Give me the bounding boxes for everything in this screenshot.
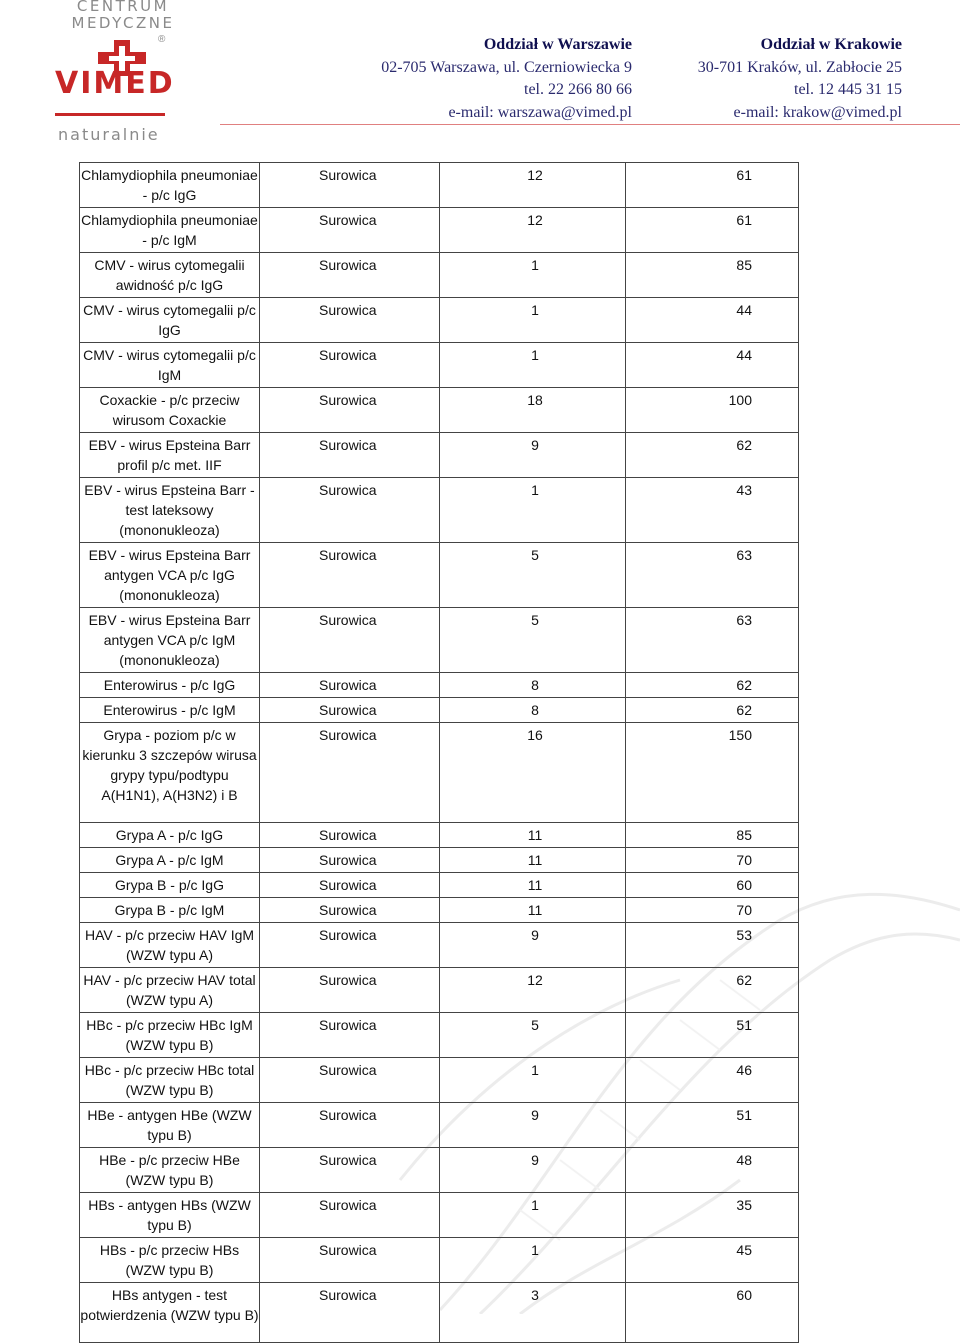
- material-cell: Surowica: [260, 1283, 440, 1343]
- branch-name: Oddział w Krakowie: [760, 36, 902, 53]
- days-cell: 16: [440, 723, 626, 823]
- table-row: [80, 1193, 799, 1238]
- test-name-cell: HBs antygen - test potwierdzenia (WZW typu B): [80, 1283, 260, 1343]
- table-row: [80, 298, 799, 343]
- days-cell: 11: [440, 898, 626, 923]
- table-row: [80, 208, 799, 253]
- days-cell: 1: [440, 343, 626, 388]
- test-name-cell: CMV - wirus cytomegalii p/c IgM: [80, 343, 260, 388]
- price-value: 62: [736, 702, 752, 718]
- material-cell: Surowica: [260, 253, 440, 298]
- table-row: [80, 673, 799, 698]
- branch-krakow: [698, 34, 902, 124]
- vimed-logo: [30, 0, 200, 160]
- price-value: 61: [736, 212, 752, 228]
- days-cell: 1: [440, 1058, 626, 1103]
- price-cell: [626, 873, 799, 898]
- table-row: [80, 1238, 799, 1283]
- branch-phone: tel. 22 266 80 66: [524, 81, 632, 98]
- material-cell: Surowica: [260, 343, 440, 388]
- price-cell: [626, 1238, 799, 1283]
- table-row: [80, 698, 799, 723]
- material-cell: Surowica: [260, 433, 440, 478]
- days-cell: 12: [440, 968, 626, 1013]
- test-name-cell: HBe - p/c przeciw HBe (WZW typu B): [80, 1148, 260, 1193]
- table-row: [80, 433, 799, 478]
- test-name-cell: Grypa B - p/c IgM: [80, 898, 260, 923]
- days-cell: 8: [440, 698, 626, 723]
- price-value: 62: [736, 437, 752, 453]
- price-cell: [626, 1193, 799, 1238]
- logo-tagline: naturalnie: [58, 125, 160, 144]
- material-cell: Surowica: [260, 823, 440, 848]
- test-name-cell: EBV - wirus Epsteina Barr profil p/c met. IIF: [80, 433, 260, 478]
- test-name-cell: EBV - wirus Epsteina Barr antygen VCA p/c IgG (mononukleoza): [80, 543, 260, 608]
- price-cell: [626, 1148, 799, 1193]
- price-value: 44: [736, 347, 752, 363]
- price-cell: [626, 1103, 799, 1148]
- table-row: [80, 1148, 799, 1193]
- price-value: 63: [736, 612, 752, 628]
- test-name-cell: HBs - p/c przeciw HBs (WZW typu B): [80, 1238, 260, 1283]
- price-value: 60: [736, 877, 752, 893]
- material-cell: Surowica: [260, 968, 440, 1013]
- test-name-cell: Chlamydiophila pneumoniae - p/c IgG: [80, 163, 260, 208]
- test-name-cell: Grypa A - p/c IgM: [80, 848, 260, 873]
- material-cell: Surowica: [260, 1193, 440, 1238]
- test-name-cell: HAV - p/c przeciw HAV total (WZW typu A): [80, 968, 260, 1013]
- days-cell: 9: [440, 1103, 626, 1148]
- table-row: [80, 608, 799, 673]
- price-cell: [626, 968, 799, 1013]
- registered-mark: ®: [158, 34, 166, 45]
- material-cell: Surowica: [260, 1103, 440, 1148]
- price-cell: [626, 298, 799, 343]
- material-cell: Surowica: [260, 388, 440, 433]
- branch-name: Oddział w Warszawie: [483, 36, 632, 53]
- test-name-cell: CMV - wirus cytomegalii p/c IgG: [80, 298, 260, 343]
- days-cell: 1: [440, 1238, 626, 1283]
- days-cell: 8: [440, 673, 626, 698]
- days-cell: 1: [440, 253, 626, 298]
- material-cell: Surowica: [260, 923, 440, 968]
- logo-brand: VIMED: [55, 66, 175, 101]
- table-row: [80, 343, 799, 388]
- price-value: 61: [736, 167, 752, 183]
- days-cell: 1: [440, 478, 626, 543]
- table-row: [80, 723, 799, 823]
- days-cell: 11: [440, 823, 626, 848]
- price-value: 51: [736, 1107, 752, 1123]
- material-cell: Surowica: [260, 873, 440, 898]
- price-value: 60: [736, 1287, 752, 1303]
- price-value: 62: [736, 972, 752, 988]
- material-cell: Surowica: [260, 898, 440, 923]
- branch-phone: tel. 12 445 31 15: [794, 81, 902, 98]
- days-cell: 12: [440, 208, 626, 253]
- price-cell: [626, 253, 799, 298]
- price-cell: [626, 823, 799, 848]
- branch-address: 30-701 Kraków, ul. Zabłocie 25: [697, 58, 902, 76]
- price-value: 63: [736, 547, 752, 563]
- table-row: [80, 163, 799, 208]
- test-name-cell: HBs - antygen HBs (WZW typu B): [80, 1193, 260, 1238]
- material-cell: Surowica: [260, 848, 440, 873]
- branch-email[interactable]: e-mail: krakow@vimed.pl: [733, 103, 902, 121]
- table-row: [80, 823, 799, 848]
- material-cell: Surowica: [260, 478, 440, 543]
- price-cell: [626, 478, 799, 543]
- test-name-cell: EBV - wirus Epsteina Barr antygen VCA p/c IgM (mononukleoza): [80, 608, 260, 673]
- days-cell: 9: [440, 433, 626, 478]
- test-name-cell: HBe - antygen HBe (WZW typu B): [80, 1103, 260, 1148]
- test-name-cell: Grypa B - p/c IgG: [80, 873, 260, 898]
- table-row: [80, 253, 799, 298]
- material-cell: Surowica: [260, 673, 440, 698]
- table-row: [80, 1283, 799, 1343]
- price-table: [79, 162, 799, 1343]
- price-cell: [626, 1283, 799, 1343]
- material-cell: Surowica: [260, 1013, 440, 1058]
- table-row: [80, 1013, 799, 1058]
- material-cell: Surowica: [260, 1058, 440, 1103]
- days-cell: 1: [440, 1193, 626, 1238]
- table-row: [80, 968, 799, 1013]
- price-cell: [626, 1013, 799, 1058]
- price-cell: [626, 433, 799, 478]
- header-divider: [220, 124, 960, 125]
- branch-address: 02-705 Warszawa, ul. Czerniowiecka 9: [381, 58, 632, 76]
- price-value: 85: [736, 827, 752, 843]
- price-value: 53: [736, 927, 752, 943]
- price-cell: [626, 923, 799, 968]
- days-cell: 9: [440, 1148, 626, 1193]
- price-cell: [626, 608, 799, 673]
- days-cell: 18: [440, 388, 626, 433]
- price-value: 44: [736, 302, 752, 318]
- days-cell: 11: [440, 873, 626, 898]
- price-cell: [626, 208, 799, 253]
- days-cell: 12: [440, 163, 626, 208]
- price-value: 45: [736, 1242, 752, 1258]
- price-cell: [626, 163, 799, 208]
- days-cell: 3: [440, 1283, 626, 1343]
- material-cell: Surowica: [260, 208, 440, 253]
- price-cell: [626, 723, 799, 823]
- test-name-cell: HAV - p/c przeciw HAV IgM (WZW typu A): [80, 923, 260, 968]
- price-value: 70: [736, 852, 752, 868]
- price-value: 43: [736, 482, 752, 498]
- test-name-cell: Grypa - poziom p/c w kierunku 3 szczepów wirusa grypy typu/podtypu A(H1N1), A(H3N2) i B: [80, 723, 260, 823]
- days-cell: 9: [440, 923, 626, 968]
- table-row: [80, 1058, 799, 1103]
- material-cell: Surowica: [260, 1238, 440, 1283]
- table-row: [80, 478, 799, 543]
- table-row: [80, 1103, 799, 1148]
- material-cell: Surowica: [260, 163, 440, 208]
- days-cell: 5: [440, 608, 626, 673]
- test-name-cell: Grypa A - p/c IgG: [80, 823, 260, 848]
- test-name-cell: Chlamydiophila pneumoniae - p/c IgM: [80, 208, 260, 253]
- table-row: [80, 543, 799, 608]
- price-value: 150: [728, 727, 752, 743]
- days-cell: 11: [440, 848, 626, 873]
- price-cell: [626, 673, 799, 698]
- test-name-cell: CMV - wirus cytomegalii awidność p/c IgG: [80, 253, 260, 298]
- days-cell: 5: [440, 543, 626, 608]
- price-cell: [626, 698, 799, 723]
- test-name-cell: HBc - p/c przeciw HBc total (WZW typu B): [80, 1058, 260, 1103]
- branch-warszawa: [381, 34, 632, 124]
- price-value: 85: [736, 257, 752, 273]
- material-cell: Surowica: [260, 298, 440, 343]
- price-cell: [626, 543, 799, 608]
- table-row: [80, 388, 799, 433]
- table-row: [80, 873, 799, 898]
- days-cell: 1: [440, 298, 626, 343]
- price-value: 46: [736, 1062, 752, 1078]
- table-row: [80, 898, 799, 923]
- logo-divider: [55, 113, 165, 116]
- days-cell: 5: [440, 1013, 626, 1058]
- price-value: 100: [728, 392, 752, 408]
- test-name-cell: Enterowirus - p/c IgG: [80, 673, 260, 698]
- price-value: 48: [736, 1152, 752, 1168]
- price-value: 35: [736, 1197, 752, 1213]
- test-name-cell: Coxackie - p/c przeciw wirusom Coxackie: [80, 388, 260, 433]
- material-cell: Surowica: [260, 698, 440, 723]
- test-name-cell: EBV - wirus Epsteina Barr - test lateksowy (mononukleoza): [80, 478, 260, 543]
- price-cell: [626, 343, 799, 388]
- material-cell: Surowica: [260, 608, 440, 673]
- branch-email[interactable]: e-mail: warszawa@vimed.pl: [448, 103, 632, 121]
- price-value: 70: [736, 902, 752, 918]
- price-value: 62: [736, 677, 752, 693]
- test-name-cell: HBc - p/c przeciw HBc IgM (WZW typu B): [80, 1013, 260, 1058]
- table-row: [80, 923, 799, 968]
- price-cell: [626, 898, 799, 923]
- price-cell: [626, 388, 799, 433]
- price-cell: [626, 1058, 799, 1103]
- table-row: [80, 848, 799, 873]
- material-cell: Surowica: [260, 543, 440, 608]
- material-cell: Surowica: [260, 723, 440, 823]
- price-value: 51: [736, 1017, 752, 1033]
- logo-top-text: CENTRUM MEDYCZNE: [71, 0, 175, 32]
- test-name-cell: Enterowirus - p/c IgM: [80, 698, 260, 723]
- material-cell: Surowica: [260, 1148, 440, 1193]
- price-cell: [626, 848, 799, 873]
